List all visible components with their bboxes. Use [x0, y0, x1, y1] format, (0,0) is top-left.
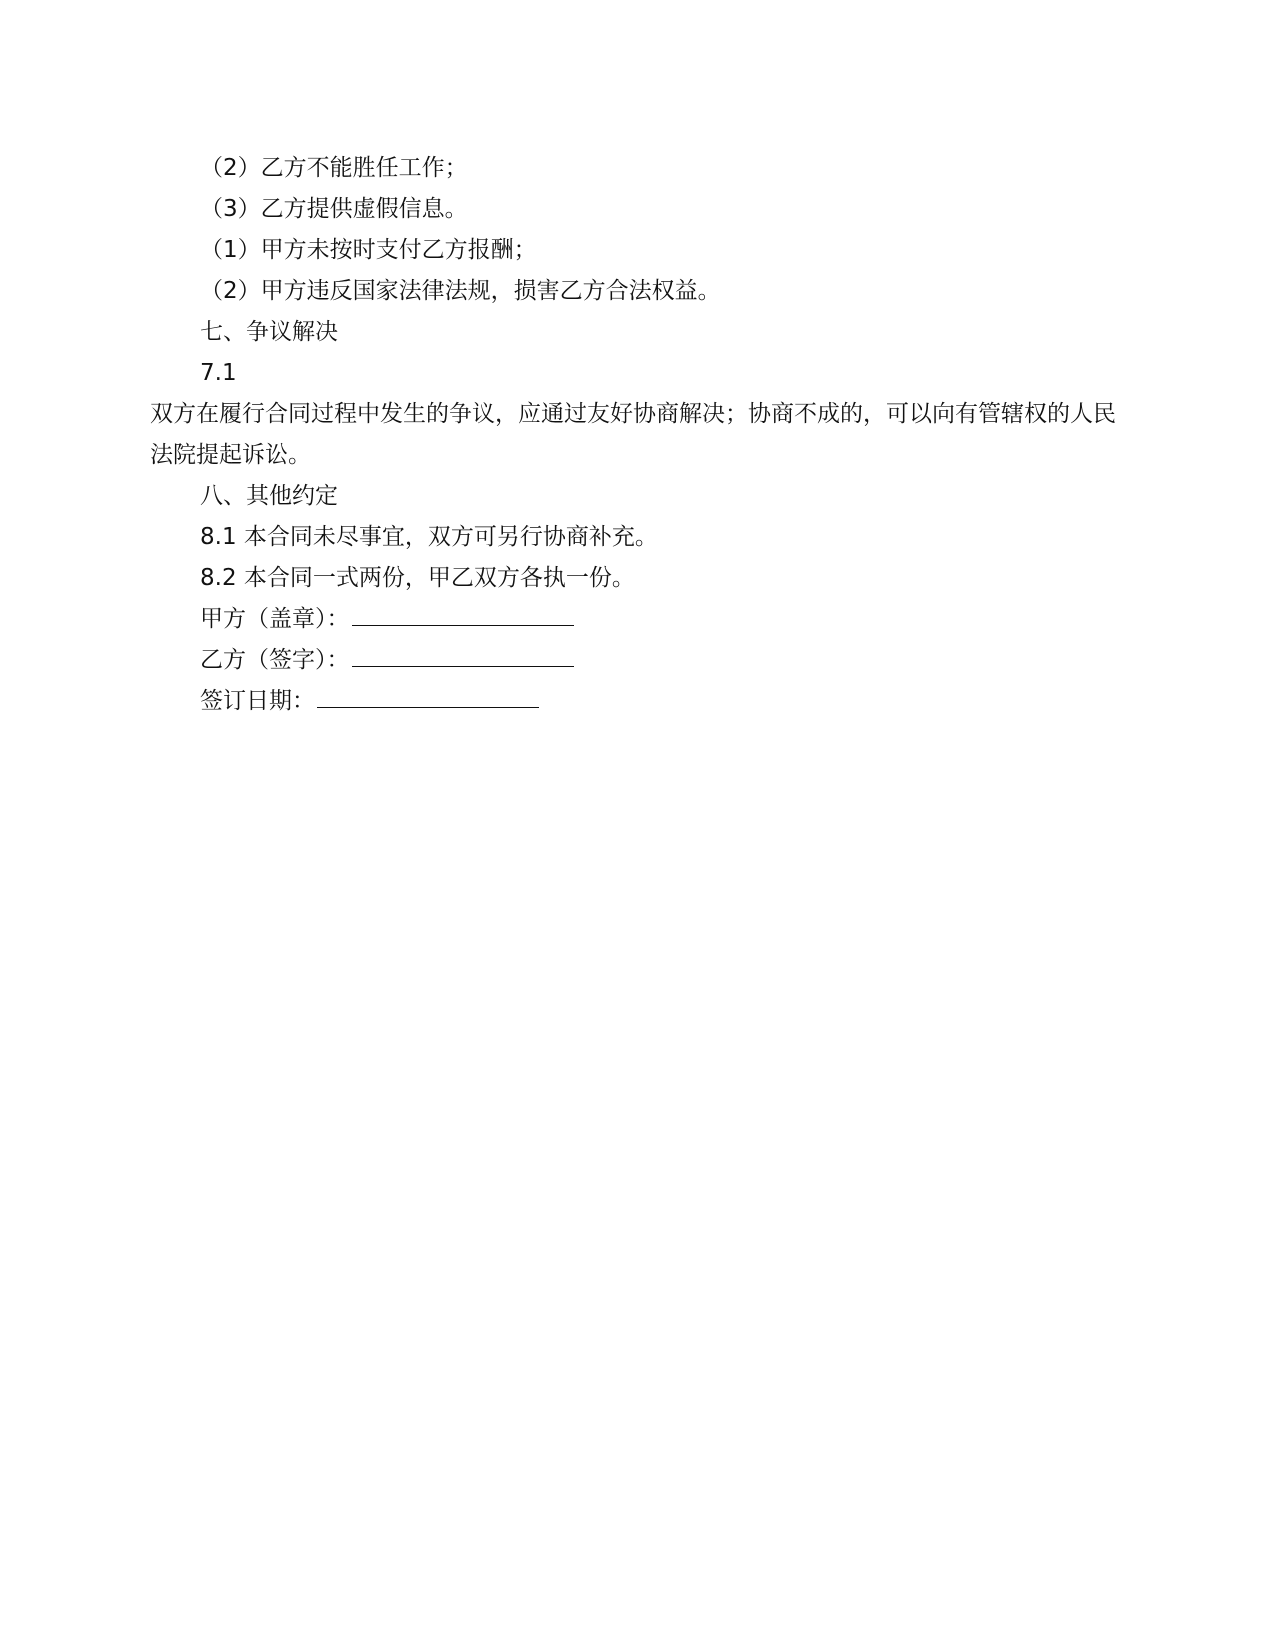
- signing-date-blank: [317, 683, 539, 708]
- termination-item-3-party-b: （3）乙方提供虚假信息。: [200, 196, 468, 222]
- termination-item-2-party-a: （2）甲方违反国家法律法规，损害乙方合法权益。: [200, 278, 721, 304]
- party-b-signature-row: [150, 640, 1130, 681]
- party-b-signature-blank: [352, 642, 574, 667]
- termination-item-1-party-a: （1）甲方未按时支付乙方报酬；: [200, 237, 537, 263]
- party-a-signature-blank: [352, 601, 574, 626]
- signing-date-label: 签订日期：: [200, 688, 315, 714]
- clause-8-1: 8.1 本合同未尽事宜，双方可另行协商补充。: [200, 524, 658, 550]
- clause-7-1-text: 双方在履行合同过程中发生的争议，应通过友好协商解决；协商不成的，可以向有管辖权的人民法院提起诉讼。: [150, 401, 1116, 468]
- party-a-signature-label: 甲方（盖章）：: [200, 606, 350, 632]
- clause-8-2: 8.2 本合同一式两份，甲乙双方各执一份。: [200, 565, 635, 591]
- section-7-heading: 七、争议解决: [200, 319, 338, 345]
- document-body: [150, 148, 1130, 722]
- section-8-heading: 八、其他约定: [200, 483, 338, 509]
- clause-7-1-number: 7.1: [200, 360, 237, 386]
- party-b-signature-label: 乙方（签字）：: [200, 647, 350, 673]
- termination-item-2-party-b: （2）乙方不能胜任工作；: [200, 155, 468, 181]
- signing-date-row: [150, 681, 1130, 722]
- party-a-signature-row: [150, 599, 1130, 640]
